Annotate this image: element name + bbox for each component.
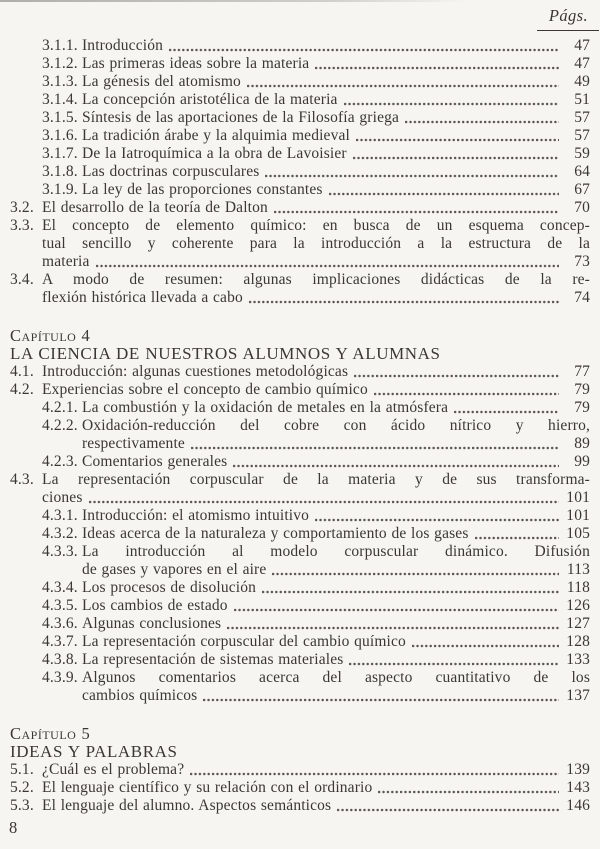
toc-entry-page: 70 — [574, 199, 590, 216]
toc-entry-title: La combustión y la oxidación de metales en la atmósfera — [82, 399, 449, 416]
toc-entry — [10, 579, 590, 597]
toc-entry-lastline — [42, 761, 590, 779]
toc-entry-lastline — [82, 435, 590, 453]
toc-entry-page: 79 — [574, 381, 590, 398]
toc-entry-title: De la Iatroquímica a la obra de Lavoisier — [82, 145, 347, 162]
toc-entry — [10, 797, 590, 815]
toc-entry-page: 99 — [574, 453, 590, 470]
toc-entry-line: El concepto de elemento químico: en busca de un esquema concep- — [42, 217, 590, 234]
toc-entry-title: El desarrollo de la teoría de Dalton — [42, 199, 268, 216]
toc-entry-lastline — [82, 145, 590, 163]
toc-entry-page: 47 — [574, 37, 590, 54]
toc-entry-page: 128 — [566, 633, 590, 650]
toc-entry — [10, 615, 590, 633]
toc-entry-title: Las primeras ideas sobre la materia — [82, 55, 310, 72]
toc-entry — [10, 399, 590, 417]
toc-entry-lastline — [82, 181, 590, 199]
toc-entry-number: 3.1.8. — [42, 163, 78, 180]
dot-leader — [374, 392, 559, 396]
toc-entry — [10, 651, 590, 669]
toc-entry-page: 57 — [574, 127, 590, 144]
toc-entry — [10, 109, 590, 127]
toc-entry-number: 4.3.2. — [42, 525, 78, 542]
toc-entry-number: 3.3. — [10, 217, 34, 234]
dot-leader — [262, 590, 559, 594]
toc-entry — [10, 597, 590, 615]
dot-leader — [89, 500, 560, 504]
toc-entry-page: 143 — [566, 779, 590, 796]
toc-entry-page: 118 — [566, 579, 590, 596]
toc-entry-title: Los procesos de disolución — [82, 579, 257, 596]
toc-entry-line: La representación corpuscular de la materia y de sus transforma- — [42, 471, 590, 488]
toc-entry-title: La representación corpuscular del cambio químico — [82, 633, 406, 650]
toc-entry-page: 139 — [566, 761, 590, 778]
dot-leader — [354, 374, 559, 378]
dot-leader — [412, 644, 559, 648]
toc-entry-line: Oxidación-reducción del cobre con ácido nítrico y hierro, — [82, 417, 590, 434]
dot-leader — [315, 66, 559, 70]
toc-entry-page: 89 — [574, 435, 590, 452]
toc-entry-number: 3.1.4. — [42, 91, 78, 108]
toc-entry-number: 4.2.2. — [42, 417, 78, 434]
toc-entry-number: 4.3.7. — [42, 633, 78, 650]
toc-entry-title: ¿Cuál es el problema? — [42, 761, 185, 778]
dot-leader — [191, 446, 559, 450]
toc-entry-page: 47 — [574, 55, 590, 72]
toc-entry-lastline — [82, 687, 590, 705]
toc-entry-title: La génesis del atomismo — [82, 73, 241, 90]
toc-entry-page: 133 — [566, 651, 590, 668]
toc-entry-lastline — [82, 55, 590, 73]
toc-entry-number: 5.3. — [10, 797, 34, 814]
scan-artifact-line — [0, 0, 468, 2]
toc-entry-page: 101 — [566, 489, 590, 506]
toc-entry-line: A modo de resumen: algunas implicaciones didácticas de la re- — [42, 271, 590, 288]
toc-entry — [10, 181, 590, 199]
dot-leader — [454, 410, 559, 414]
dot-leader — [315, 518, 559, 522]
toc-entry-lastline — [82, 91, 590, 109]
toc-entry-number: 3.1.5. — [42, 109, 78, 126]
dot-leader — [353, 156, 559, 160]
toc-entry — [10, 145, 590, 163]
toc-entry-line: tual sencillo y coherente para la introducción a la estructura de la — [42, 235, 590, 252]
toc-entry-lastline — [82, 579, 590, 597]
dot-leader — [329, 192, 559, 196]
toc-entry-title: La tradición árabe y la alquimia medieval — [82, 127, 350, 144]
toc-entry-lastline — [42, 199, 590, 217]
toc-entry-title: Experiencias sobre el concepto de cambio químico — [42, 381, 368, 398]
toc-entry — [10, 543, 590, 579]
toc-entry-lastline — [42, 489, 590, 507]
toc-entry-number: 4.3.3. — [42, 543, 78, 560]
toc-entry-title: materia — [42, 253, 90, 270]
toc-entry-page: 64 — [574, 163, 590, 180]
dot-leader — [234, 608, 559, 612]
pages-column-label: Págs. — [548, 6, 588, 25]
dot-leader — [169, 48, 559, 52]
toc-entry-number: 5.1. — [10, 761, 34, 778]
toc-entry-page: 49 — [574, 73, 590, 90]
dot-leader — [378, 790, 559, 794]
toc-entry-page: 74 — [574, 289, 590, 306]
toc-entry-title: Introducción: algunas cuestiones metodológicas — [42, 363, 349, 380]
toc-entry-lastline — [82, 37, 590, 55]
toc-entry-page: 51 — [574, 91, 590, 108]
dot-leader — [475, 536, 560, 540]
toc-entry-number: 4.2. — [10, 381, 34, 398]
toc-entry-title: flexión histórica llevada a cabo — [42, 289, 243, 306]
toc-entry-title: Ideas acerca de la naturaleza y comportamiento de los gases — [82, 525, 469, 542]
dot-leader — [190, 772, 559, 776]
toc-entry-lastline — [82, 507, 590, 525]
toc-entry-number: 4.3.8. — [42, 651, 78, 668]
dot-leader — [337, 808, 559, 812]
toc-entry-lastline — [42, 381, 590, 399]
dot-leader — [233, 464, 559, 468]
toc-entry-lastline — [42, 253, 590, 271]
toc-entry — [10, 779, 590, 797]
chapter-label: Capítulo 5 — [10, 724, 91, 743]
toc-entry-title: Introducción: el atomismo intuitivo — [82, 507, 310, 524]
toc-entry-title: Introducción — [82, 37, 163, 54]
toc-entry — [10, 507, 590, 525]
toc-entry-title: Síntesis de las aportaciones de la Filosofía griega — [82, 109, 400, 126]
toc-entry-lastline — [82, 109, 590, 127]
dot-leader — [344, 102, 559, 106]
toc-entry-title: Los cambios de estado — [82, 597, 228, 614]
page-number-footer: 8 — [9, 818, 18, 837]
toc-entry-lastline — [42, 779, 590, 797]
toc-entry — [10, 453, 590, 471]
dot-leader — [272, 572, 559, 576]
toc-entry-number: 4.3.5. — [42, 597, 78, 614]
toc-entry-number: 4.3.4. — [42, 579, 78, 596]
toc-entry-lastline — [82, 561, 590, 579]
toc-entry-lastline — [82, 615, 590, 633]
toc-entry-number: 4.1. — [10, 363, 34, 380]
toc-entry — [10, 127, 590, 145]
toc-entry-title: cambios químicos — [82, 687, 198, 704]
toc-entry-lastline — [82, 73, 590, 91]
dot-leader — [203, 698, 559, 702]
toc-entry-page: 146 — [566, 797, 590, 814]
toc-entry-title: El lenguaje del alumno. Aspectos semánticos — [42, 797, 332, 814]
toc-entry-number: 3.1.9. — [42, 181, 78, 198]
toc-entry-number: 3.4. — [10, 271, 34, 288]
toc-entry-title: La ley de las proporciones constantes — [82, 181, 323, 198]
toc-entry — [10, 163, 590, 181]
toc-entry — [10, 55, 590, 73]
toc-entry-title: ciones — [42, 489, 83, 506]
toc-entry-number: 3.2. — [10, 199, 34, 216]
toc-entry-line: La introducción al modelo corpuscular dinámico. Difusión — [82, 543, 590, 560]
toc-entry-number: 4.3.9. — [42, 669, 78, 686]
toc-entry-title: Comentarios generales — [82, 453, 228, 470]
toc-entry-lastline — [82, 597, 590, 615]
table-of-contents — [10, 37, 590, 815]
dot-leader — [247, 84, 559, 88]
toc-entry-lastline — [82, 525, 590, 543]
toc-entry — [10, 217, 590, 271]
toc-entry — [10, 381, 590, 399]
toc-entry-number: 3.1.2. — [42, 55, 78, 72]
toc-entry-lastline — [82, 453, 590, 471]
toc-entry — [10, 417, 590, 453]
dot-leader — [227, 626, 559, 630]
toc-entry-lastline — [42, 363, 590, 381]
toc-entry — [10, 633, 590, 651]
toc-entry-title: El lenguaje científico y su relación con el ordinario — [42, 779, 373, 796]
toc-entry — [10, 73, 590, 91]
chapter-heading-block — [10, 327, 590, 363]
toc-entry-title: respectivamente — [82, 435, 185, 452]
toc-entry-line: Algunos comentarios acerca del aspecto cuantitativo de los — [82, 669, 590, 686]
toc-entry — [10, 761, 590, 779]
toc-entry-number: 3.1.3. — [42, 73, 78, 90]
chapter-title: LA CIENCIA DE NUESTROS ALUMNOS Y ALUMNAS — [10, 344, 441, 363]
dot-leader — [356, 138, 559, 142]
toc-entry — [10, 363, 590, 381]
toc-entry-lastline — [82, 163, 590, 181]
toc-entry — [10, 669, 590, 705]
dot-leader — [249, 300, 559, 304]
toc-entry — [10, 199, 590, 217]
chapter-heading-block — [10, 725, 590, 761]
toc-entry-lastline — [42, 797, 590, 815]
toc-entry-page: 101 — [566, 507, 590, 524]
dot-leader — [265, 174, 559, 178]
chapter-title: IDEAS Y PALABRAS — [10, 742, 178, 761]
toc-entry — [10, 525, 590, 543]
toc-entry-page: 113 — [566, 561, 590, 578]
toc-entry-title: Las doctrinas corpusculares — [82, 163, 260, 180]
toc-entry-title: La concepción aristotélica de la materia — [82, 91, 338, 108]
chapter-label: Capítulo 4 — [10, 326, 91, 345]
toc-entry — [10, 471, 590, 507]
toc-entry-lastline — [42, 289, 590, 307]
dot-leader — [405, 120, 559, 124]
toc-entry-page: 73 — [574, 253, 590, 270]
dot-leader — [349, 662, 559, 666]
toc-entry-page: 126 — [566, 597, 590, 614]
toc-entry-page: 137 — [566, 687, 590, 704]
dot-leader — [274, 210, 559, 214]
toc-entry-number: 4.3.1. — [42, 507, 78, 524]
toc-entry-page: 105 — [566, 525, 590, 542]
toc-entry — [10, 271, 590, 307]
toc-entry-title: Algunas conclusiones — [82, 615, 222, 632]
toc-entry-lastline — [82, 651, 590, 669]
pages-column-underline — [537, 30, 599, 31]
toc-entry-lastline — [82, 633, 590, 651]
toc-entry-page: 79 — [574, 399, 590, 416]
toc-entry-page: 67 — [574, 181, 590, 198]
toc-entry-lastline — [82, 399, 590, 417]
toc-entry-page: 57 — [574, 109, 590, 126]
toc-entry-number: 4.3.6. — [42, 615, 78, 632]
toc-entry-number: 3.1.6. — [42, 127, 78, 144]
toc-entry — [10, 91, 590, 109]
toc-entry-number: 5.2. — [10, 779, 34, 796]
toc-entry-title: de gases y vapores en el aire — [82, 561, 267, 578]
dot-leader — [96, 264, 559, 268]
toc-entry-number: 4.2.1. — [42, 399, 78, 416]
toc-entry — [10, 37, 590, 55]
page-header — [0, 4, 600, 36]
toc-entry-number: 4.3. — [10, 471, 34, 488]
toc-entry-number: 3.1.1. — [42, 37, 78, 54]
toc-entry-lastline — [82, 127, 590, 145]
toc-entry-number: 3.1.7. — [42, 145, 78, 162]
toc-entry-number: 4.2.3. — [42, 453, 78, 470]
toc-entry-page: 59 — [574, 145, 590, 162]
toc-entry-title: La representación de sistemas materiales — [82, 651, 344, 668]
toc-entry-page: 77 — [574, 363, 590, 380]
toc-entry-page: 127 — [566, 615, 590, 632]
